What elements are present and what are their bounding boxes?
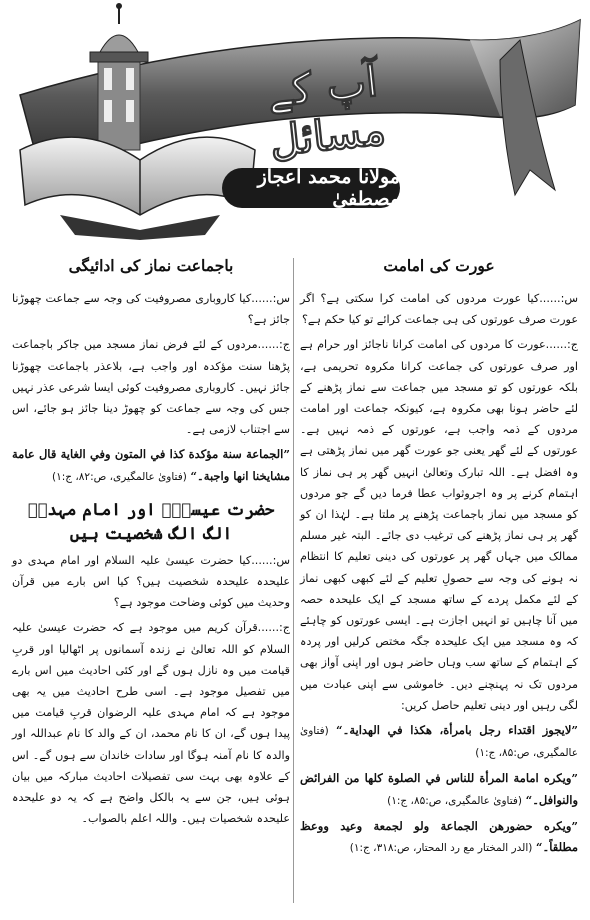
heading-isa-mahdi: حضرت عیسیٰؑ اور امام مہدیؓ الگ الگ شخصیت ہیں (27, 499, 275, 543)
question-text: س:......کیا کاروباری مصروفیت کی وجہ سے جماعت چھوڑنا جائز ہے؟ (12, 292, 290, 327)
heading-woman-imamat: عورت کی امامت (383, 256, 495, 275)
header-banner (0, 0, 590, 240)
arabic-quote: ”الجماعة سنة مؤكدة كذا في المتون وفي الغاية قال عامة مشايخنا انها واجبة۔“ (12, 447, 290, 483)
question-text: س:......کیا عورت مردوں کی امامت کرا سکتی ہے؟ اگر عورت صرف عورتوں کی ہی جماعت کرائے تو کیا حکم ہے؟ (300, 292, 578, 327)
reference: (فتاویٰ عالمگیری، ص:۸۲، ج:۱) (51, 470, 187, 483)
heading-congregational-prayer: باجماعت نماز کی ادائیگی (68, 256, 234, 275)
arabic-quote: ”ویکره امامة المرأة للناس في الصلوة كلها من الفرائض والنوافل۔“ (300, 771, 578, 807)
left-column (12, 248, 290, 833)
arabic-quote: ”لایجوز اقتداء رجل بامرأة، هكذا في الهداية۔“ (335, 723, 579, 738)
reference: (الدر المختار مع رد المحتار، ص:۳۱۸، ج:۱) (349, 842, 533, 855)
reference: (فتاویٰ عالمگیری، ص:۸۵، ج:۱) (387, 794, 523, 807)
answer-text: ج:......مردوں کے لئے فرض نماز مسجد میں جاکر باجماعت پڑھنا سنت مؤکدہ اور واجب ہے، بلاعذر باجماعت چھوڑنا جائز نہیں۔ کاروباری مصروفیت کوئی ایسا شرعی عذر نہیں جس کی وجہ سے جماعت کو چھوڑ دینا جائز ہو جائے، اس سے اجتناب لازمی ہے۔ (12, 338, 290, 437)
author-name: مولانا محمد اعجاز مصطفیٰ (222, 168, 400, 208)
column-divider (293, 258, 294, 903)
question-text: س:......کیا حضرت عیسیٰ علیہ السلام اور امام مہدی دو علیحدہ علیحدہ شخصیت ہیں؟ کیا اس بارے میں قرآن وحدیث میں کوئی وضاحت موجود ہے؟ (12, 553, 290, 610)
reference: (فتاویٰ عالمگیری، ص:۸۵، ج:۱) (300, 725, 578, 760)
arabic-quote: ”ویکره حضورهن الجماعة ولو لجمعة وعید ووعظ مطلقاً۔“ (300, 818, 578, 855)
minaret-icon (90, 3, 148, 150)
answer-text: ج:......قرآن کریم میں موجود ہے کہ حضرت عیسیٰ علیہ السلام کو اللہ تعالیٰ نے زندہ آسمانوں پر اٹھالیا اور قربِ قیامت میں وہ نازل ہوں گے اور کئی احادیث میں اس بارے میں تفصیل موجود ہے۔ اسی طرح احادیث میں یہ بھی موجود ہے کہ امام مہدی علیہ الرضوان قربِ قیامت میں پیدا ہوں گے، ان کا نام محمد، ان کے والد کا نام عبداللہ اور والدہ کا نام آمنہ ہوگا اور سادات خاندان سے ہوں گے۔ اس کے علاوہ بھی بہت سی تفصیلات احادیث مبارکہ میں بیان ہوئی ہیں، جن سے یہ بالکل واضح ہے کہ یہ دو علیحدہ علیحدہ شخصیات ہیں۔ واللہ اعلم بالصواب۔ (12, 621, 290, 826)
answer-text: ج:......عورت کا مردوں کی امامت کرانا ناجائز اور حرام ہے اور صرف عورتوں کی جماعت کرانا مکروہ تحریمی ہے، بلکہ عورتوں کو تو مسجد میں جماعت سے نماز پڑھنے کے لئے حاضر ہونا بھی مکروہ ہے، کیونکہ جماعت اور امامت مردوں کے ذمہ واجب ہے، عورتوں کے ذمہ نہیں ہے۔ عورتوں کے لئے گھر یعنی جو عورت گھر میں نماز پڑھتی ہے وہ افضل ہے۔ اللہ تبارک وتعالیٰ انہیں گھر پر ہی نماز کا اہتمام کرنے پر وہ اجروثواب عطا فرما دیں گے جو مردوں کو مسجد میں نماز باجماعت پڑھنے پر ملتا ہے۔ لہٰذا ان کو گھر پر ہی نماز پڑھنے کی ترغیب دی جائے۔ البتہ غیر مسلم ممالک میں جہاں گھر پر عورتوں کی دینی تعلیم کا انتظام نہ ہونے کی وجہ سے حصولِ تعلیم کے لئے کبھی کبھی نماز کے لئے مکمل پردے کے ساتھ مسجد کے ایک علیحدہ حصہ میں آنا چاہیں تو انہیں اجازت ہے۔ ایسی عورتوں کو چاہئے کہ وہ مسجد میں ایک علیحدہ جگہ مختص کرلیں اور پردہ کے اہتمام کے ساتھ سب وہاں حاضر ہوں اور اپنی آواز بھی مردوں تک نہ پہنچنے دیں۔ خاموشی سے اپنی عبادت میں لگی رہیں اور دینی تعلیم حاصل کریں: (300, 338, 578, 712)
quran-book-icon (20, 137, 255, 240)
right-column (300, 248, 578, 863)
header-title: آپ کے مسائل (264, 56, 388, 166)
